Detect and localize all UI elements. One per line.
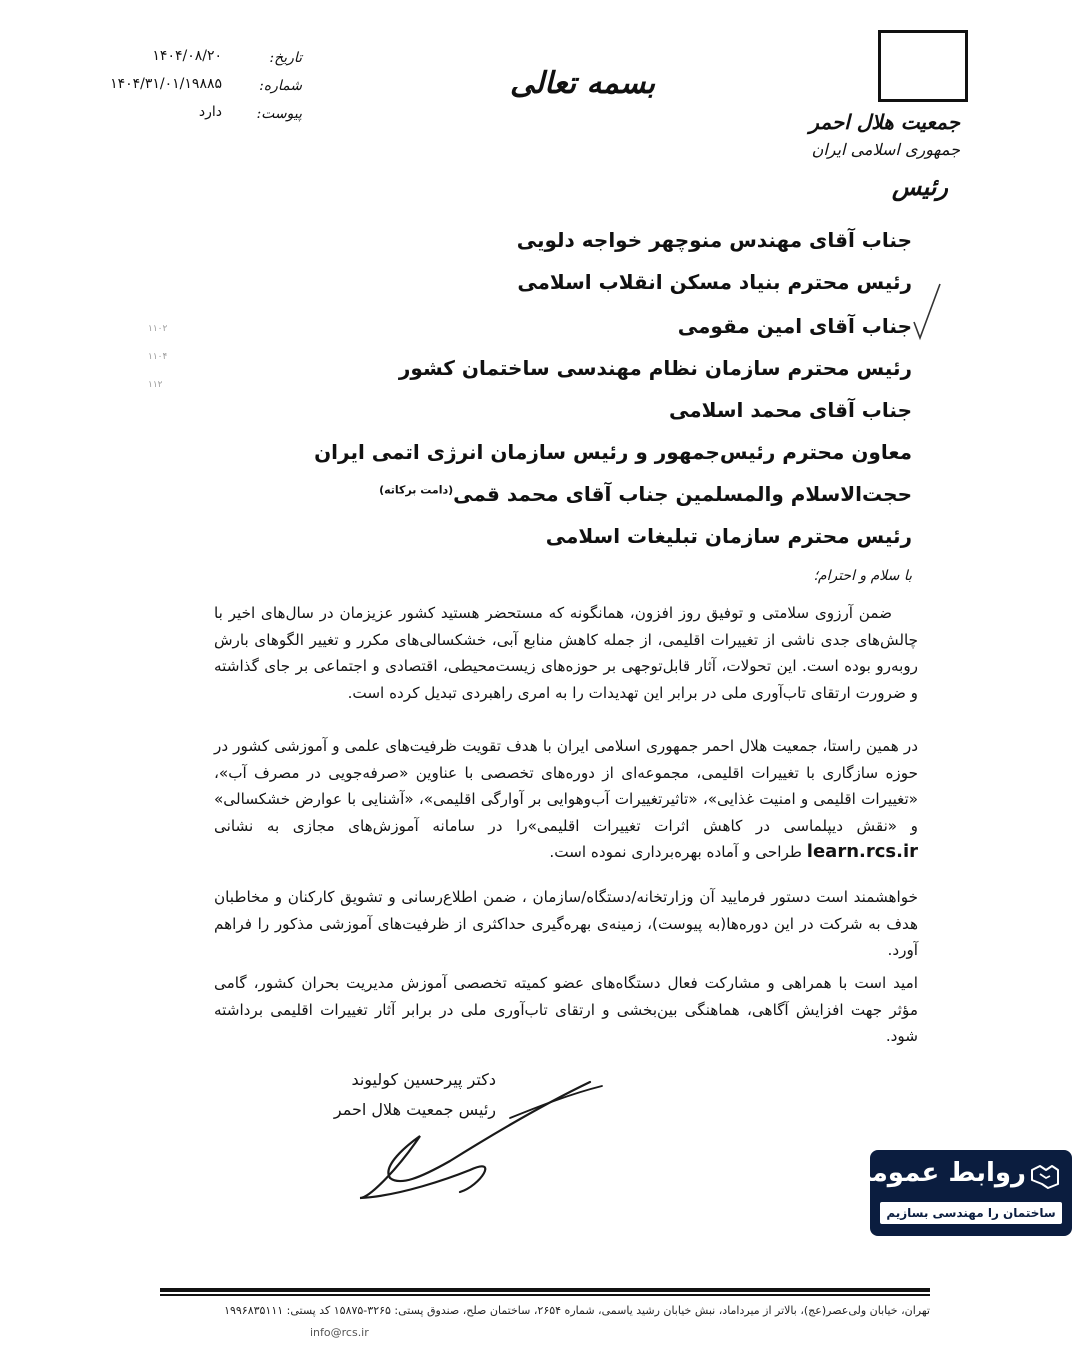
body-paragraph-3: خواهشمند است دستور فرمایید آن وزارتخانه/دستگاه/سازمان ، ضمن اطلاع‌رسانی و تشویق کارکنان و مخاطبان هدف به شرکت در این دوره‌ها(به پیوست)، زمینه‌ی بهره‌گیری حداکثری از ظرفیت‌های آموزشی مذکور را فراهم آورد. <box>214 888 918 959</box>
recipient-honorific: (دامت برکاته) <box>379 483 454 497</box>
recipient-1-title: رئیس محترم بنیاد مسکن انقلاب اسلامی <box>517 270 912 294</box>
recipient-2-name: جناب آقای امین مقومی <box>677 314 912 338</box>
paragraph-2-end: طراحی و آماده بهره‌برداری نموده است. <box>549 843 802 861</box>
number-label: شماره: <box>259 78 302 94</box>
handwritten-checkmark <box>912 282 942 342</box>
basmala: بسمه تعالی <box>510 66 656 101</box>
recipient-3-title: معاون محترم رئیس‌جمهور و رئیس سازمان انرژی اتمی ایران <box>314 440 912 464</box>
org-country: جمهوری اسلامی ایران <box>811 140 960 159</box>
signatory-title: رئیس جمعیت هلال احمر <box>333 1100 496 1119</box>
public-relations-badge <box>845 1150 1072 1236</box>
number-value: ۱۴۰۴/۳۱/۰۱/۱۹۸۸۵ <box>110 76 222 92</box>
badge-title: روابط عمومی <box>845 1158 1026 1188</box>
footer-divider <box>160 1288 930 1298</box>
date-value: ۱۴۰۴/۰۸/۲۰ <box>152 48 222 64</box>
date-label: تاریخ: <box>269 50 302 66</box>
recipient-4-name <box>379 482 912 506</box>
margin-note: ۱۱۰۲ <box>148 324 168 334</box>
attachment-label: پیوست: <box>256 106 302 122</box>
salutation: با سلام و احترام؛ <box>813 568 912 584</box>
badge-tagline: ساختمان را مهندسی بسازیم <box>880 1202 1062 1224</box>
handshake-icon <box>1030 1164 1060 1190</box>
footer-address: تهران، خیابان ولی‌عصر(عج)، بالاتر از میرداماد، نبش خیابان رشید یاسمی، شماره ۲۶۵۴، ساختمان صلح، صندوق پستی: ۳۲۶۵-۱۵۸۷۵ کد پستی: ۱۹۹۶۸۳۵۱۱۱ <box>224 1304 930 1317</box>
recipient-4-title: رئیس محترم سازمان تبلیغات اسلامی <box>545 524 912 548</box>
recipient-1-name: جناب آقای مهندس منوچهر خواجه دلویی <box>516 228 912 252</box>
margin-note: ۱۱۲ <box>148 380 163 390</box>
paragraph-2-text: در همین راستا، جمعیت هلال احمر جمهوری اسلامی ایران با هدف تقویت ظرفیت‌های علمی و آموزشی کشور در حوزه سازگاری با تغییرات اقلیمی، مجموعه‌ای از دوره‌های تخصصی با عناوین «صرفه‌جویی در مصرف آب»، «تغییرات اقلیمی و امنیت غذایی»، «تاثیرتغییرات آب‌وهوایی بر آوارگی اقلیمی»، «آشنایی با عوارض خشکسالی» و «نقش دیپلماسی در کاهش اثرات تغییرات اقلیمی»را در سامانه آموزش‌های مجازی به نشانی <box>214 737 918 835</box>
signatory-name: دکتر پیرحسین کولیوند <box>351 1070 496 1089</box>
org-name: جمعیت هلال احمر <box>809 110 960 134</box>
attachment-value: دارد <box>198 104 222 120</box>
recipient-4-name-text: حجت‌الاسلام والمسلمین جناب آقای محمد قمی <box>453 482 912 506</box>
handwritten-signature <box>340 1066 610 1216</box>
body-paragraph-1: ضمن آرزوی سلامتی و توفیق روز افزون، همانگونه که مستحضر هستید کشور عزیزمان در سال‌های اخیر با چالش‌های جدی ناشی از تغییرات اقلیمی، از جمله کاهش منابع آبی، خشکسالی‌های مکرر و تغییر الگوهای بارش روبه‌رو بوده است. این تحولات، آثار قابل‌توجهی بر حوزه‌های زیست‌محیطی، اقتصادی و اجتماعی بر جای گذاشته و ضرورت ارتقای تاب‌آوری ملی در برابر این تهدیدات را به امری راهبردی تبدیل کرده است. <box>214 604 918 702</box>
margin-note: ۱۱۰۴ <box>148 352 168 362</box>
footer-email: info@rcs.ir <box>310 1326 369 1339</box>
red-crescent-logo <box>878 30 968 102</box>
recipient-3-name: جناب آقای محمد اسلامی <box>669 398 912 422</box>
recipient-2-title: رئیس محترم سازمان نظام مهندسی ساختمان کشور <box>398 356 912 380</box>
body-paragraph-2 <box>214 733 918 866</box>
org-role: رئیس <box>891 172 948 201</box>
crescent-icon <box>881 33 965 99</box>
body-paragraph-4: امید است با همراهی و مشارکت فعال دستگاه‌های عضو کمیته تخصصی آموزش مدیریت بحران کشور، گامی مؤثر جهت افزایش آگاهی، هماهنگی بین‌بخشی و ارتقای تاب‌آوری ملی در برابر آثار تغییرات اقلیمی برداشته شود. <box>214 974 918 1045</box>
course-url-link[interactable]: learn.rcs.ir <box>806 841 918 862</box>
